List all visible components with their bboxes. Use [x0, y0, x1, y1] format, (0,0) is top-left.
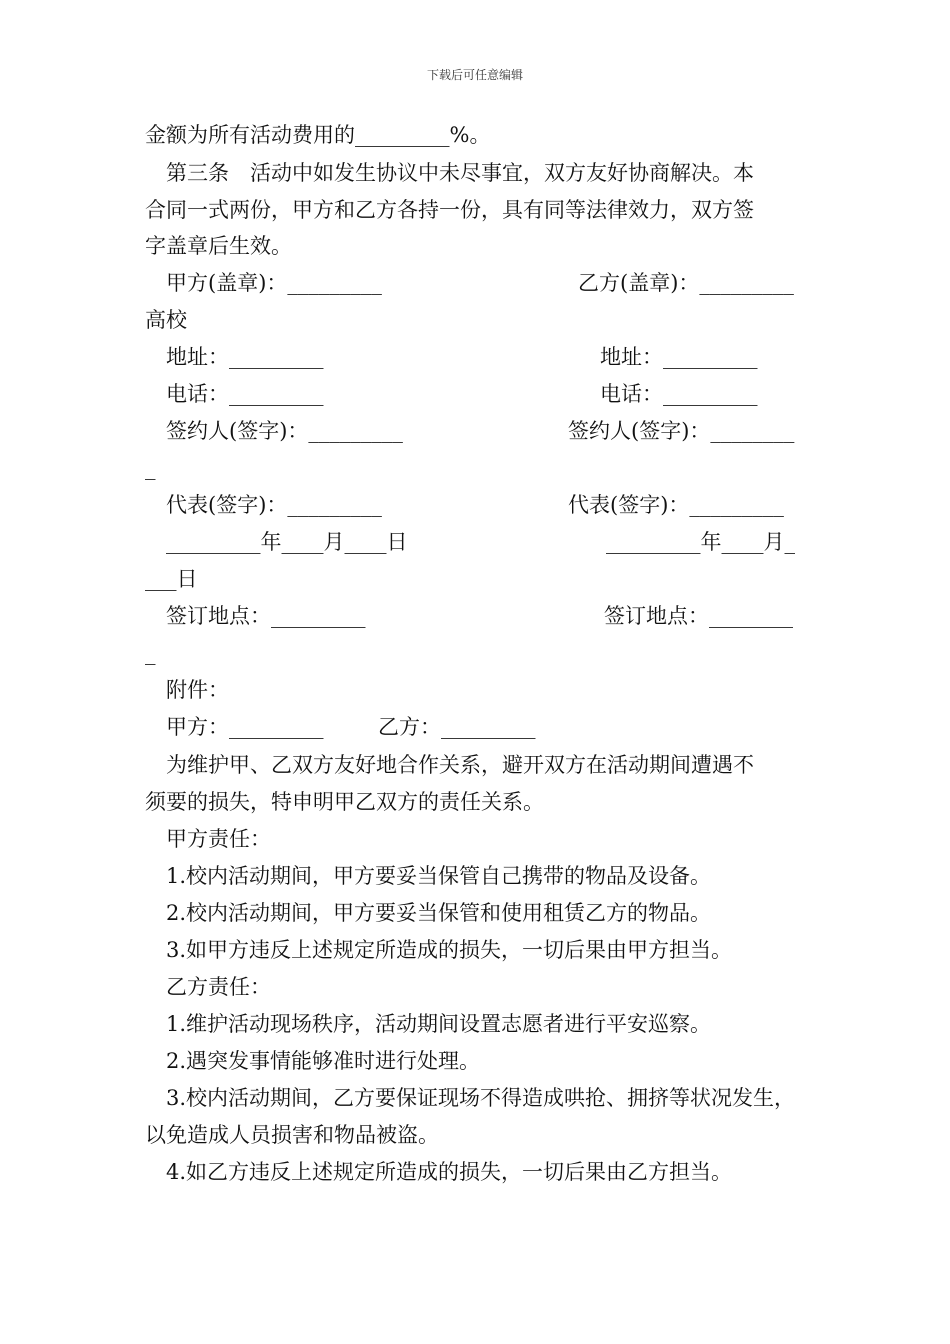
signer-a: 签约人(签字)：_________ [166, 419, 403, 443]
address-b: 地址：_________ [600, 345, 758, 369]
party-a-duty-item: 1.校内活动期间，甲方要妥当保管自己携带的物品及设备。 [166, 864, 712, 888]
address-a: 地址：_________ [166, 345, 324, 369]
party-b-duties-title: 乙方责任： [166, 975, 271, 999]
party-a-duty-item: 3.如甲方违反上述规定所造成的损失，一切后果由甲方担当。 [166, 938, 733, 962]
signer-b: 签约人(签字)：________ [568, 419, 795, 443]
article-3-line-1: 第三条 活动中如发生协议中未尽事宜，双方友好协商解决。本 [166, 161, 754, 185]
annex-party-a: 甲方：_________ [166, 715, 324, 739]
annex-party-b: 乙方：_________ [378, 715, 536, 739]
signing-place-b-wrap: _ [145, 641, 156, 665]
annex-intro-line-1: 为维护甲、乙双方友好地合作关系，避开双方在活动期间遭遇不 [166, 753, 754, 777]
signing-place-a: 签订地点：_________ [166, 604, 366, 628]
party-b-duty-item: 4.如乙方违反上述规定所造成的损失，一切后果由乙方担当。 [166, 1160, 733, 1184]
header-note: 下载后可任意编辑 [426, 68, 523, 82]
date-b: _________年____月_ [606, 530, 795, 554]
fee-percentage-line: 金额为所有活动费用的_________%。 [145, 123, 491, 147]
signer-b-wrap: _ [145, 456, 156, 480]
party-a-name: 高校 [145, 308, 187, 332]
party-a-seal: 甲方(盖章)：_________ [166, 271, 382, 295]
phone-b: 电话：_________ [600, 382, 758, 406]
article-3-line-3: 字盖章后生效。 [145, 234, 292, 258]
representative-b: 代表(签字)：_________ [568, 493, 784, 517]
annex-intro-line-2: 须要的损失，特申明甲乙双方的责任关系。 [145, 790, 544, 814]
representative-a: 代表(签字)：_________ [166, 493, 382, 517]
party-a-duty-item: 2.校内活动期间，甲方要妥当保管和使用租赁乙方的物品。 [166, 901, 712, 925]
party-b-duty-item-wrap: 以免造成人员损害和物品被盗。 [145, 1123, 439, 1147]
phone-a: 电话：_________ [166, 382, 324, 406]
date-b-wrap: ___日 [145, 567, 198, 591]
party-b-duty-item: 1.维护活动现场秩序，活动期间设置志愿者进行平安巡察。 [166, 1012, 712, 1036]
party-b-duty-item: 2.遇突发事情能够准时进行处理。 [166, 1049, 481, 1073]
party-b-duty-item: 3.校内活动期间，乙方要保证现场不得造成哄抢、拥挤等状况发生， [166, 1086, 796, 1110]
party-a-duties-title: 甲方责任： [166, 827, 271, 851]
party-b-seal: 乙方(盖章)：_________ [578, 271, 794, 295]
annex-title: 附件： [166, 678, 229, 702]
date-a: _________年____月____日 [166, 530, 408, 554]
article-3-line-2: 合同一式两份，甲方和乙方各持一份，具有同等法律效力，双方签 [145, 198, 754, 222]
signing-place-b: 签订地点：________ [604, 604, 793, 628]
